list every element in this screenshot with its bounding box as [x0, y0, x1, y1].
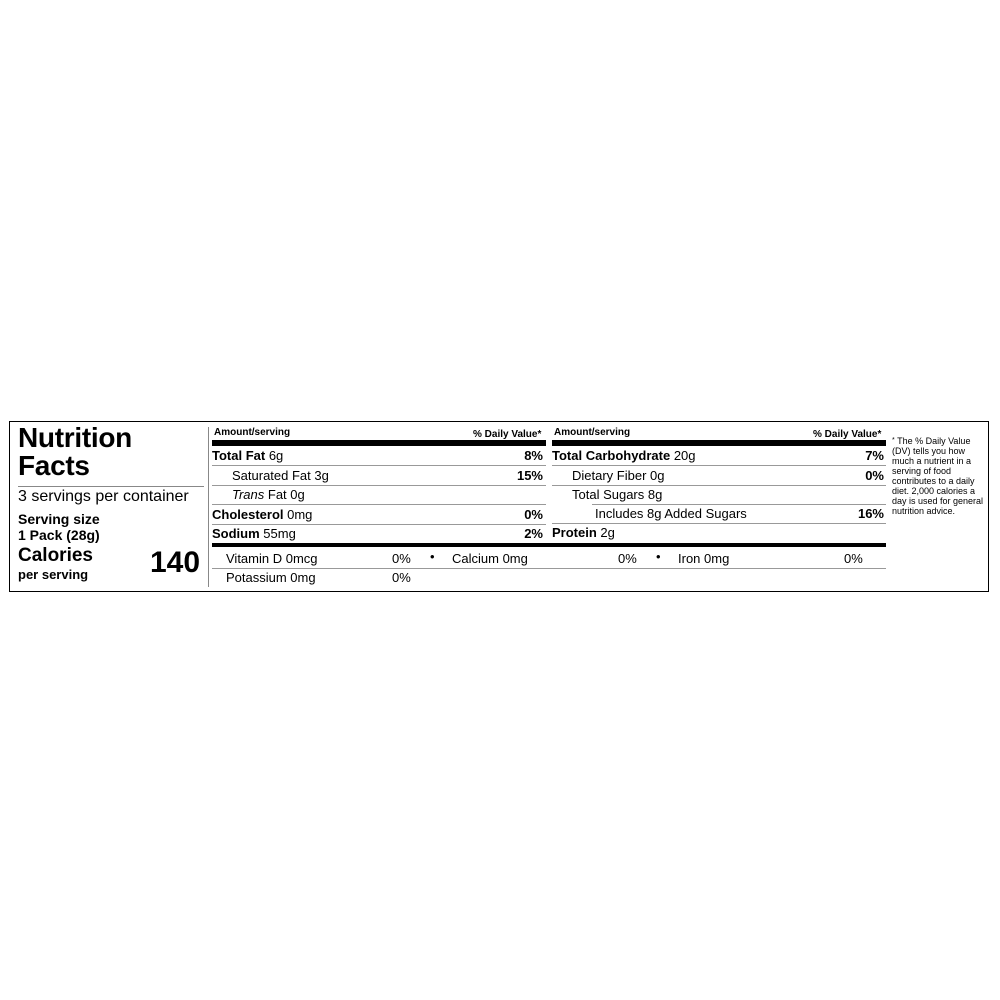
footnote-text: The % Daily Value (DV) tells you how much a nutrient in a serving of food contributes to a daily diet. 2,000 calories a day is used for general nutrition advice.	[892, 436, 984, 516]
vitamin-d: Vitamin D 0mcg	[226, 551, 318, 566]
nutrient-amount: 55mg	[259, 526, 296, 541]
nutrient-name: Protein	[552, 525, 597, 540]
nutrient-amount: 2g	[596, 525, 615, 540]
dv-dietary-fiber: 0%	[865, 468, 884, 483]
serving-size-value: 1 Pack (28g)	[18, 527, 100, 543]
dv-header-right: % Daily Value*	[813, 429, 882, 440]
title-text: Nutrition Facts	[18, 422, 132, 481]
nutrient-cholesterol	[212, 507, 312, 522]
dv-total-fat: 8%	[524, 448, 543, 463]
daily-value-footnote	[892, 436, 988, 516]
dv-sodium: 2%	[524, 526, 543, 541]
nutrition-facts-label	[9, 421, 989, 592]
label-title	[18, 424, 158, 480]
nutrient-added-sugars	[595, 506, 747, 521]
row-divider	[212, 568, 886, 569]
nutrient-amount: 6g	[265, 448, 284, 463]
row-divider	[212, 485, 546, 486]
potassium-dv: 0%	[392, 570, 411, 585]
nutrient-amount: 8g	[644, 487, 663, 502]
row-divider	[592, 504, 886, 505]
vitamins-bar	[212, 543, 886, 547]
row-divider	[552, 465, 886, 466]
row-divider	[552, 523, 886, 524]
potassium: Potassium 0mg	[226, 570, 316, 585]
nutrient-amount: 0g	[646, 468, 665, 483]
nutrient-name: Total Carbohydrate	[552, 448, 671, 463]
nutrient-total-sugars	[572, 487, 662, 502]
dv-header-left: % Daily Value*	[473, 429, 542, 440]
nutrient-dietary-fiber	[572, 468, 665, 483]
vitamin-d-dv: 0%	[392, 551, 411, 566]
calories-value: 140	[150, 546, 201, 579]
bullet-separator: •	[656, 549, 661, 564]
nutrient-name: Total Sugars	[572, 487, 645, 502]
calcium-dv: 0%	[618, 551, 637, 566]
nutrient-name: Cholesterol	[212, 507, 284, 522]
row-divider	[552, 485, 886, 486]
amount-header-right: Amount/serving	[554, 427, 631, 438]
nutrient-name: Saturated Fat	[232, 468, 311, 483]
thick-bar	[552, 440, 886, 446]
row-divider	[212, 504, 546, 505]
nutrient-name: Sodium	[212, 526, 260, 541]
nutrient-amount: Fat 0g	[264, 487, 305, 502]
amount-header-left: Amount/serving	[214, 427, 291, 438]
iron-dv: 0%	[844, 551, 863, 566]
dv-added-sugars: 16%	[857, 506, 884, 521]
dv-saturated-fat: 15%	[516, 468, 543, 483]
nutrient-amount: 3g	[310, 468, 329, 483]
nutrient-amount: 20g	[670, 448, 696, 463]
nutrient-amount: 0mg	[283, 507, 313, 522]
nutrient-name: Includes 8g Added Sugars	[595, 506, 747, 521]
iron: Iron 0mg	[678, 551, 730, 566]
nutrient-name: Dietary Fiber	[572, 468, 647, 483]
dv-total-carbohydrate: 7%	[865, 448, 884, 463]
serving-size-label: Serving size	[18, 511, 100, 527]
nutrient-name: Trans	[232, 487, 265, 502]
divider	[18, 486, 204, 487]
nutrient-total-fat	[212, 448, 283, 463]
nutrient-protein	[552, 525, 615, 540]
dv-cholesterol: 0%	[524, 507, 543, 522]
row-divider	[212, 465, 546, 466]
row-divider	[212, 524, 546, 525]
calories-per-serving: per serving	[18, 567, 89, 582]
bullet-separator: •	[430, 549, 435, 564]
calcium: Calcium 0mg	[452, 551, 528, 566]
nutrient-saturated-fat	[232, 468, 329, 483]
footnote-star: *	[892, 437, 895, 444]
thick-bar	[212, 440, 546, 446]
servings-per-container: 3 servings per container	[18, 488, 189, 505]
nutrient-name: Total Fat	[212, 448, 266, 463]
nutrient-trans-fat	[232, 487, 305, 502]
vertical-divider	[208, 427, 209, 587]
calories-label: Calories	[18, 545, 93, 566]
nutrient-total-carbohydrate	[552, 448, 696, 463]
nutrient-sodium	[212, 526, 296, 541]
